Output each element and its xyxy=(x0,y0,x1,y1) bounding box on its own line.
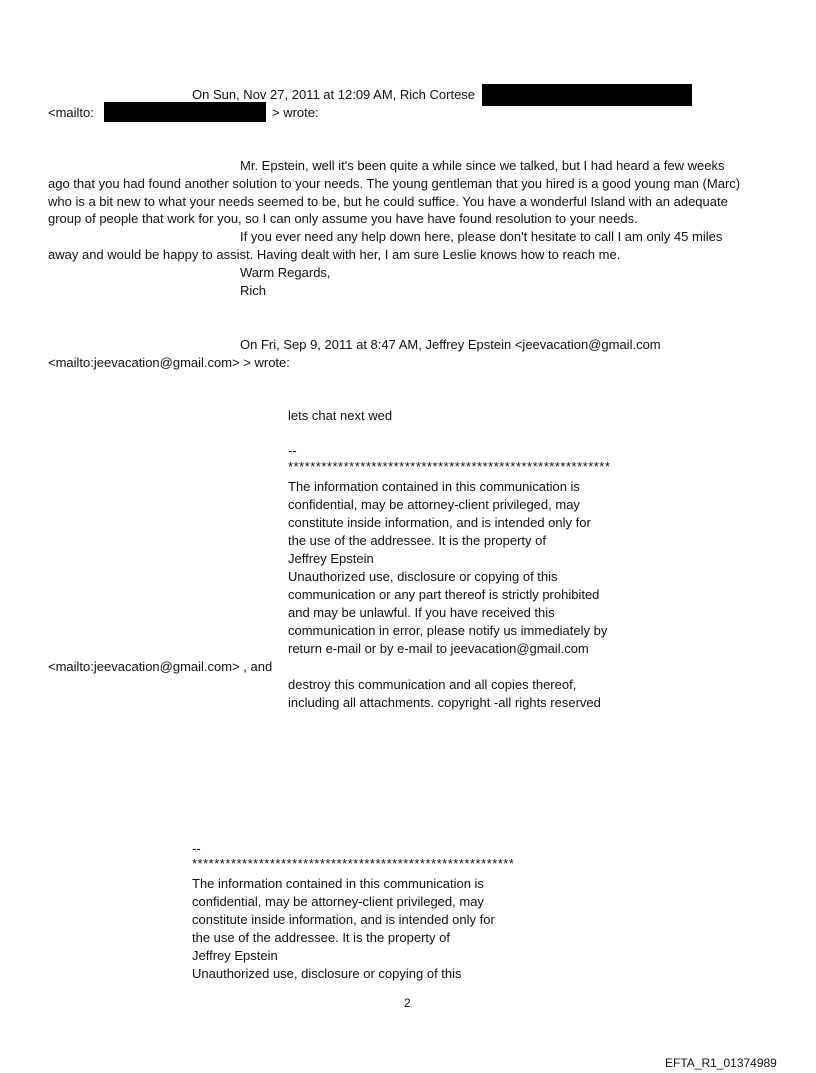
disclaimer2-dashes: -- xyxy=(192,841,201,856)
header2-line2: <mailto:jeevacation@gmail.com> > wrote: xyxy=(48,355,290,370)
disclaimer1-tail-line: destroy this communication and all copies thereof, xyxy=(288,677,577,692)
disclaimer1-line: and may be unlawful. If you have received this xyxy=(288,605,555,620)
rich-p1-rest: ago that you had found another solution to your needs. The young gentleman that you hired is a good young man (Marc) who is a bit new to what your needs seemed to be, but he could suffice. You have a wonderful Island with an adequate group of people that work for you, so I can only assume you have have found resolution to your needs. xyxy=(48,176,741,227)
disclaimer1-line: constitute inside information, and is intended only for xyxy=(288,515,591,530)
redaction-box xyxy=(482,84,692,106)
disclaimer1-line: the use of the addressee. It is the property of xyxy=(288,533,546,548)
document-id: EFTA_R1_01374989 xyxy=(665,1056,777,1070)
disclaimer2-line: the use of the addressee. It is the property of xyxy=(192,930,450,945)
rich-p1-line1: Mr. Epstein, well it's been quite a while since we talked, but I had heard a few weeks xyxy=(240,158,725,173)
disclaimer1-tail-line: including all attachments. copyright -all rights reserved xyxy=(288,695,601,710)
disclaimer2-stars: ********************************************************** xyxy=(192,856,515,871)
inner-message: lets chat next wed xyxy=(288,408,393,423)
disclaimer1-line: Unauthorized use, disclosure or copying of this xyxy=(288,569,558,584)
header2-line1: On Fri, Sep 9, 2011 at 8:47 AM, Jeffrey Epstein <jeevacation@gmail.com xyxy=(240,337,661,352)
disclaimer1-line: confidential, may be attorney-client privileged, may xyxy=(288,497,580,512)
rich-p2-rest: away and would be happy to assist. Having dealt with her, I am sure Leslie knows how to reach me. xyxy=(48,247,621,262)
disclaimer1-line: The information contained in this communication is xyxy=(288,479,580,494)
disclaimer1-line: communication in error, please notify us immediately by xyxy=(288,623,608,638)
page-number: 2 xyxy=(404,996,411,1010)
disclaimer1-mailto-line: <mailto:jeevacation@gmail.com> , and xyxy=(48,659,273,674)
disclaimer1-line: communication or any part thereof is strictly prohibited xyxy=(288,587,600,602)
disclaimer1-stars: ********************************************************** xyxy=(288,459,611,474)
disclaimer2-line: Unauthorized use, disclosure or copying of this xyxy=(192,966,462,981)
header1-line1: On Sun, Nov 27, 2011 at 12:09 AM, Rich Cortese xyxy=(192,87,476,102)
disclaimer2-line: Jeffrey Epstein xyxy=(192,948,278,963)
disclaimer2-line: confidential, may be attorney-client privileged, may xyxy=(192,894,484,909)
rich-name: Rich xyxy=(240,283,267,298)
disclaimer2-line: The information contained in this communication is xyxy=(192,876,484,891)
disclaimer2-line: constitute inside information, and is intended only for xyxy=(192,912,495,927)
disclaimer1-dashes: -- xyxy=(288,443,297,458)
rich-signoff: Warm Regards, xyxy=(240,265,331,280)
disclaimer1-line: Jeffrey Epstein xyxy=(288,551,374,566)
redaction-box xyxy=(104,102,266,122)
header1-mailto-prefix: <mailto: xyxy=(48,105,94,120)
header1-wrote: > wrote: xyxy=(272,105,319,120)
disclaimer1-line: return e-mail or by e-mail to jeevacation@gmail.com xyxy=(288,641,589,656)
rich-p2-line1: If you ever need any help down here, please don't hesitate to call I am only 45 miles xyxy=(240,229,723,244)
